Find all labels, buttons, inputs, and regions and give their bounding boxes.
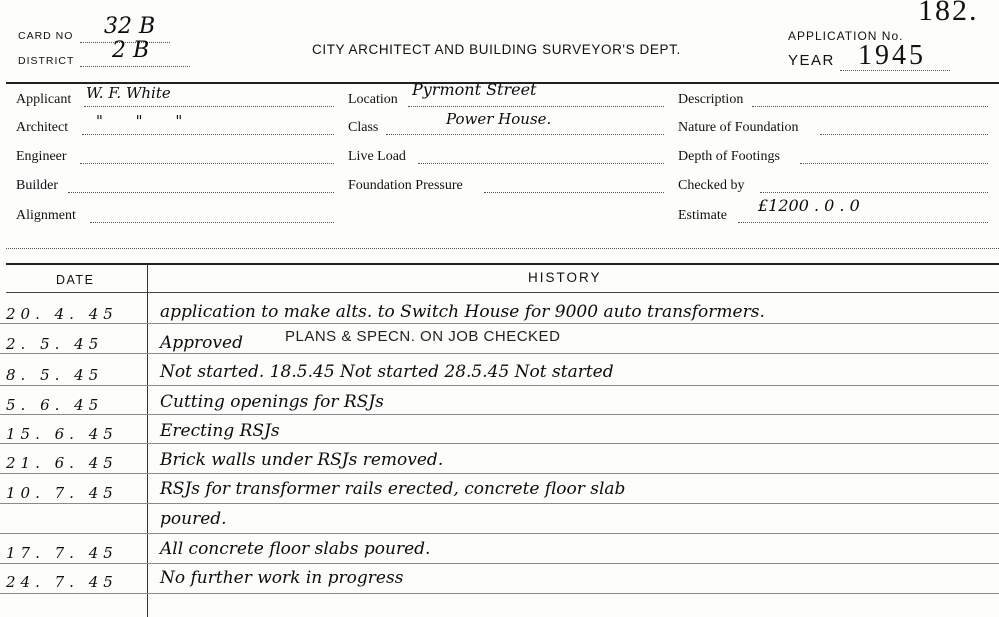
foundation-pressure-line xyxy=(484,192,664,193)
description-line xyxy=(752,106,988,107)
card-no-value: 32 B xyxy=(104,14,156,39)
depth-of-footings-label: Depth of Footings xyxy=(678,149,780,164)
history-entry: No further work in progress xyxy=(160,568,404,588)
application-no-value: 182. xyxy=(918,0,979,27)
history-date: 10. 7. 45 xyxy=(6,484,118,502)
history-date: 17. 7. 45 xyxy=(6,544,118,562)
checked-by-line xyxy=(760,192,988,193)
estimate-label: Estimate xyxy=(678,208,727,223)
application-no-label: APPLICATION No. xyxy=(788,29,904,43)
history-date: 24. 7. 45 xyxy=(6,573,118,591)
history-entry: RSJs for transformer rails erected, concrete floor slab xyxy=(160,479,626,499)
estimate-line xyxy=(738,222,988,223)
history-row-line xyxy=(0,563,999,564)
history-entry: Erecting RSJs xyxy=(160,421,280,441)
plans-checked-stamp: PLANS & SPECN. ON JOB CHECKED xyxy=(285,328,561,345)
department-title: CITY ARCHITECT AND BUILDING SURVEYOR'S DEPT. xyxy=(312,42,681,57)
year-value: 1945 xyxy=(858,40,926,71)
builder-line xyxy=(68,192,334,193)
depth-of-footings-line xyxy=(800,163,988,164)
history-date: 5. 6. 45 xyxy=(6,396,104,414)
foundation-pressure-label: Foundation Pressure xyxy=(348,178,463,193)
history-row-line xyxy=(0,593,999,594)
history-header-rule xyxy=(6,292,999,293)
history-date: 15. 6. 45 xyxy=(6,425,118,443)
date-column-divider xyxy=(147,264,148,617)
nature-of-foundation-label: Nature of Foundation xyxy=(678,120,799,135)
card-no-label: CARD NO xyxy=(18,30,74,42)
history-row-line xyxy=(0,473,999,474)
history-date: 21. 6. 45 xyxy=(6,454,118,472)
history-date: 20. 4. 45 xyxy=(6,305,118,323)
district-value: 2 B xyxy=(112,38,150,63)
applicant-line xyxy=(84,106,334,107)
estimate-value: £1200 . 0 . 0 xyxy=(758,196,860,215)
history-entry: application to make alts. to Switch House for 9000 auto transformers. xyxy=(160,302,765,322)
history-entry: Approved xyxy=(160,333,243,353)
history-top-rule xyxy=(6,263,999,265)
history-row-line xyxy=(0,503,999,504)
year-label: YEAR xyxy=(788,52,835,69)
architect-line xyxy=(82,134,334,135)
applicant-value: W. F. White xyxy=(86,84,171,102)
history-row-line xyxy=(0,385,999,386)
fields-bottom-dotted xyxy=(6,248,999,249)
history-entry: Not started. 18.5.45 Not started 28.5.45 Not started xyxy=(160,362,614,382)
engineer-label: Engineer xyxy=(16,149,67,164)
location-line xyxy=(408,106,664,107)
live-load-line xyxy=(418,163,664,164)
architect-value: " " " xyxy=(96,112,197,130)
history-date: 8. 5. 45 xyxy=(6,366,104,384)
live-load-label: Live Load xyxy=(348,149,406,164)
applicant-label: Applicant xyxy=(16,92,72,107)
history-row-line xyxy=(0,353,999,354)
class-value: Power House. xyxy=(446,110,552,128)
engineer-line xyxy=(80,163,334,164)
alignment-line xyxy=(90,222,334,223)
history-row-line xyxy=(0,414,999,415)
description-label: Description xyxy=(678,92,744,107)
location-value: Pyrmont Street xyxy=(412,80,537,99)
history-date: 2. 5. 45 xyxy=(6,335,104,353)
district-line xyxy=(80,66,190,67)
alignment-label: Alignment xyxy=(16,208,76,223)
date-column-header: DATE xyxy=(56,273,95,287)
history-entry: All concrete floor slabs poured. xyxy=(160,539,431,559)
history-entry: Brick walls under RSJs removed. xyxy=(160,450,444,470)
history-entry: poured. xyxy=(160,509,227,529)
history-row-line xyxy=(0,533,999,534)
class-label: Class xyxy=(348,120,379,135)
history-entry: Cutting openings for RSJs xyxy=(160,392,384,412)
builder-label: Builder xyxy=(16,178,58,193)
architect-label: Architect xyxy=(16,120,69,135)
history-column-header: HISTORY xyxy=(528,270,602,285)
district-label: DISTRICT xyxy=(18,55,75,67)
location-label: Location xyxy=(348,92,398,107)
history-row-line xyxy=(0,443,999,444)
nature-of-foundation-line xyxy=(820,134,988,135)
checked-by-label: Checked by xyxy=(678,178,745,193)
class-line xyxy=(386,134,664,135)
history-row-line xyxy=(0,323,999,324)
